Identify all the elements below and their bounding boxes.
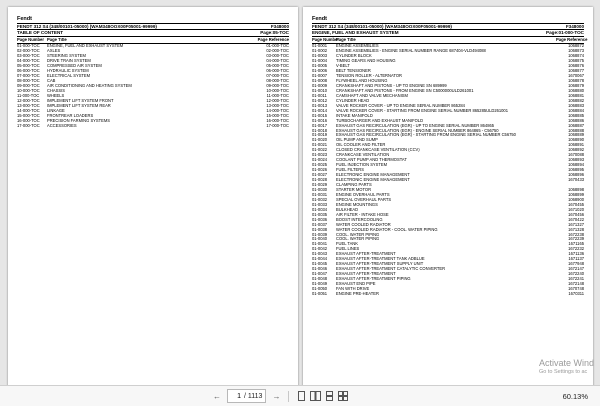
row-page-title: ELECTRICAL SYSTEM [47, 74, 91, 79]
arrow-right-icon: → [272, 391, 281, 401]
row-page-number: 01-0009 [312, 82, 328, 88]
row-page-reference: 1068893 [568, 157, 584, 163]
row-page-number: 01-0013 [312, 102, 328, 108]
row-page-number: 01-0003 [312, 53, 328, 59]
continuous-scroll-icon [325, 391, 334, 401]
row-page-reference: 1068880 [568, 87, 584, 93]
row-page-reference: 1068879 [568, 82, 584, 88]
row-page-title: FUEL INJECTION SYSTEM [336, 163, 388, 168]
row-page-number: 01-0043 [312, 251, 328, 257]
row-page-reference: 1068877 [568, 68, 584, 74]
row-page-title: CRANKSHAFT AND PISTONS - FROM ENGINE SN C5000000ULD261001 [336, 88, 474, 93]
row-page-reference: 14-000-TOC [266, 107, 289, 113]
row-page-number: 01-0017 [312, 122, 328, 128]
row-page-number: 01-0030 [312, 186, 328, 192]
row-page-reference: 12-000-TOC [266, 97, 289, 103]
row-page-title: PRECISION FARMING SYSTEMS [47, 118, 111, 123]
row-page-title: FUEL FILTERS [336, 168, 364, 173]
row-page-title: SPECIAL OVERHAUL PARTS [336, 197, 392, 202]
row-page-title: ENGINE, FUEL AND EXHAUST SYSTEM [47, 44, 124, 49]
row-page-title: IMPLEMENT LIFT SYSTEM FRONT [47, 98, 114, 103]
row-page-number: 01-0008 [312, 77, 328, 83]
viewer-toolbar [0, 385, 600, 406]
row-page-reference: 1670088 [568, 152, 584, 158]
row-page-title: LINKAGE [47, 108, 65, 113]
row-page-title: ENGINE ASSEMBLIES - ENGINE SERIAL NUMBER RANGE 687404-VLD494088 [336, 49, 486, 54]
brand-name: Fendt [17, 16, 32, 22]
row-page-title: COOLANT PUMP AND THERMOSTAT [336, 158, 407, 163]
row-page-title: IMPLEMENT LIFT SYSTEM REAR [47, 103, 111, 108]
section-title: ENGINE, FUEL AND EXHAUST SYSTEM [312, 30, 399, 36]
row-page-number: 07-000-TOC [17, 73, 40, 79]
row-page-title: EXHAUST GAS RECIRCULATION (EGR) - ENGINE SERIAL NUMBER 864865 - C56750 [336, 128, 499, 133]
row-page-number: 01-0040 [312, 236, 328, 242]
row-page-reference: 1068892 [568, 147, 584, 153]
row-page-title: VALVE ROCKER COVER - UP TO ENGINE SERIAL NUMBER 865284 [336, 103, 465, 108]
zoom-level[interactable]: 60.13% [562, 391, 588, 401]
row-page-title: ACCESSORIES [47, 123, 77, 128]
row-page-title: COMPRESSED AIR SYSTEM [47, 64, 102, 69]
row-page-number: 01-0039 [312, 231, 328, 237]
row-page-number: 01-0012 [312, 97, 328, 103]
row-page-reference: 1671165 [568, 241, 584, 247]
row-page-number: 01-0002 [312, 48, 328, 54]
row-page-reference: 1670748 [568, 286, 584, 292]
row-page-number: 01-0050 [312, 286, 328, 292]
row-page-number: 01-000-TOC [17, 43, 40, 49]
row-page-number: 01-0006 [312, 68, 328, 74]
row-page-title: TURBOCHARGER AND EXHAUST MANIFOLD [336, 118, 424, 123]
row-page-reference: 10-000-TOC [266, 87, 289, 93]
row-page-reference: 1068878 [568, 77, 584, 83]
row-page-reference: 1068887 [568, 122, 584, 128]
row-page-title: ELECTRONIC ENGINE MANAGEMENT [336, 173, 410, 178]
toc-table [17, 44, 289, 128]
row-page-number: 01-0049 [312, 281, 328, 287]
row-page-number: 01-0037 [312, 221, 328, 227]
row-page-number: 14-000-TOC [17, 107, 40, 113]
row-page-number: 11-000-TOC [17, 92, 40, 98]
row-page-title: ENGINE ASSEMBLIES [336, 44, 379, 49]
row-page-title: TIMING GEARS AND HOUSING [336, 59, 396, 64]
row-page-number: 01-0016 [312, 117, 328, 123]
row-page-number: 01-0029 [312, 182, 328, 187]
row-page-title: CAB [47, 78, 56, 83]
row-page-reference: 1670456 [568, 211, 584, 217]
row-page-title: WHEELS [47, 93, 65, 98]
row-page-title: ELECTRONIC ENGINE MANAGEMENT [336, 178, 410, 183]
row-page-number: 15-000-TOC [17, 112, 40, 118]
row-page-title: FRONTREAR LOADERS [47, 113, 94, 118]
row-page-reference: 1068872 [568, 43, 584, 49]
row-page-reference: 1672148 [568, 281, 584, 287]
row-page-title: COOL. WATER PIPING [336, 237, 380, 242]
row-page-title: FUEL TANK [336, 242, 358, 247]
row-page-reference: 06-000-TOC [266, 68, 289, 74]
row-page-title: TENSION ROLLER - ALTERNATOR [336, 74, 402, 79]
grid-pages-icon [338, 391, 348, 401]
row-page-number: 01-0023 [312, 152, 328, 158]
row-page-number: 13-000-TOC [17, 102, 40, 108]
section-page-code: Page:05-TOC [260, 30, 289, 36]
row-page-number: 01-0020 [312, 137, 328, 143]
row-page-reference: 03-000-TOC [266, 53, 289, 59]
row-page-reference: 1068873 [568, 48, 584, 54]
row-page-number: 01-0010 [312, 87, 328, 93]
row-page-reference: 1672239 [568, 236, 584, 242]
row-page-number: 04-000-TOC [17, 58, 40, 64]
row-page-title: AIR CONDITIONING AND HEATING SYSTEM [47, 83, 132, 88]
page-header [312, 23, 584, 37]
row-page-number: 01-0014 [312, 107, 328, 113]
row-page-title: AXLES [47, 49, 61, 54]
row-page-reference: 07-000-TOC [266, 73, 289, 79]
model-title: FENDT 312 S4 (348/00101-05000) (WAM348OOX00F05001-99999) [312, 24, 452, 29]
row-page-number: 01-0011 [312, 92, 327, 98]
row-page-number: 01-0028 [312, 177, 328, 183]
col-page-title: Page Title [47, 37, 67, 42]
toolbar-divider [288, 391, 289, 402]
two-page-view-button[interactable] [308, 389, 322, 403]
row-page-number: 01-0025 [312, 162, 328, 168]
row-page-reference: 1068896 [568, 172, 584, 178]
row-page-reference: 17-000-TOC [266, 122, 289, 128]
row-page-title: CAMSHAFT AND VALVE MECHANISM [336, 93, 408, 98]
row-page-title: CYLINDER BLOCK [336, 54, 372, 59]
row-page-reference: 08-000-TOC [266, 77, 289, 83]
row-page-title: DRIVE TRAIN SYSTEM [47, 59, 91, 64]
row-page-reference: 1068885 [568, 112, 584, 118]
row-page-number: 03-000-TOC [17, 53, 40, 59]
row-page-title: CRANKSHAFT AND PISTONS - UP TO ENGINE SN 689999 [336, 83, 447, 88]
row-page-number: 01-0041 [312, 241, 328, 247]
row-page-reference: 1068899 [568, 191, 584, 197]
table-header [312, 36, 588, 44]
row-page-number: 01-0019 [312, 132, 328, 138]
row-page-title: STARTER MOTOR [336, 187, 372, 192]
next-page-button[interactable] [269, 389, 283, 403]
table-row [17, 124, 289, 129]
row-page-reference: 1670067 [568, 73, 584, 79]
row-page-title: INTAKE MANIFOLD [336, 113, 373, 118]
row-page-title: FAN WITH DRIVE [336, 287, 370, 292]
row-page-reference: 1068891 [568, 142, 584, 148]
grid-view-button[interactable] [336, 389, 350, 403]
row-page-reference: 1068883 [568, 102, 584, 108]
row-page-reference: 1672240 [568, 271, 584, 277]
row-page-reference: 15-000-TOC [266, 112, 289, 118]
row-page-title: ENGINE PRE-HEATER [336, 291, 379, 296]
row-page-title: EXHAUST AFTER-TREATMENT [336, 272, 396, 277]
row-page-title: FLYWHEEL AND HOUSING [336, 78, 388, 83]
row-page-title: CLOSED CRANKCASE VENTILATION (CCV) [336, 148, 420, 153]
row-page-reference: 1068888 [568, 127, 584, 133]
row-page-title: CLAMPING PARTS [336, 183, 372, 187]
page-number-input[interactable] [231, 393, 241, 400]
row-page-number: 01-0035 [312, 211, 328, 217]
row-page-number: 01-0007 [312, 73, 328, 79]
row-page-reference: 1672241 [568, 276, 584, 282]
row-page-reference: 05-000-TOC [266, 63, 289, 69]
two-page-icon [310, 391, 321, 401]
row-page-reference: 1671327 [568, 221, 584, 227]
row-page-number: 01-0005 [312, 63, 328, 69]
row-page-number: 10-000-TOC [17, 87, 40, 93]
page-number-field[interactable] [227, 389, 266, 403]
row-page-title: FUEL LINES [336, 247, 360, 252]
row-page-title: ENGINE OVERHAUL PARTS [336, 192, 390, 197]
row-page-title: CYLINDER HEAD [336, 98, 370, 103]
row-page-reference: 1670422 [568, 216, 584, 222]
col-page-number: Page Number [312, 36, 339, 42]
model-code: F348000 [565, 24, 584, 29]
row-page-number: 01-0015 [312, 112, 328, 118]
row-page-reference: 1068884 [568, 107, 584, 113]
row-page-number: 01-0048 [312, 276, 328, 282]
col-page-reference: Page Reference [257, 36, 289, 42]
row-page-number: 01-0034 [312, 206, 328, 212]
row-page-reference: 1068874 [568, 53, 584, 59]
row-page-reference: 1068890 [568, 137, 584, 143]
row-page-reference: 1068898 [568, 186, 584, 192]
row-page-reference: 1068881 [568, 92, 584, 98]
col-page-reference: Page Reference [556, 36, 588, 42]
watermark-title: Activate Wind [538, 358, 594, 368]
row-page-title: EXHAUST END PIPE [336, 282, 376, 287]
row-page-number: 01-0038 [312, 226, 328, 232]
section-title: TABLE OF CONTENT [17, 30, 64, 36]
row-page-reference: 1671136 [568, 251, 584, 257]
previous-page-button[interactable] [210, 389, 224, 403]
row-page-reference: 1670455 [568, 201, 584, 207]
scroll-view-button[interactable] [322, 389, 336, 403]
row-page-title: BELT TENSIONER [336, 69, 371, 74]
page-total: / 1113 [244, 392, 263, 400]
row-page-title: V-BELT [336, 64, 350, 69]
row-page-reference: 1068894 [568, 162, 584, 168]
row-page-number: 01-0026 [312, 167, 328, 173]
row-page-title: EXHAUST GAS RECIRCULATION (EGR) - STARTING FROM ENGINE SERIAL NUMBER C56750 [336, 133, 516, 138]
row-page-number: 01-0004 [312, 58, 328, 64]
model-title: FENDT 312 S4 (348/00101-05000) (WAM348OOX00F05001-99999) [17, 24, 157, 29]
col-page-title: Page Title [336, 37, 356, 42]
row-page-reference: 01-000-TOC [266, 43, 289, 49]
row-page-number: 17-000-TOC [17, 122, 40, 128]
row-page-title: CRANKCASE VENTILATION [336, 153, 390, 158]
arrow-left-icon: ← [213, 391, 221, 401]
row-page-number: 01-0046 [312, 266, 328, 272]
row-page-number: 06-000-TOC [17, 68, 40, 74]
row-page-number: 01-0042 [312, 246, 328, 252]
row-page-title: HYDRAULIC SYSTEM [47, 69, 89, 74]
row-page-number: 01-0044 [312, 256, 328, 262]
row-page-reference: 02-000-TOC [266, 48, 289, 54]
row-page-reference: 13-000-TOC [266, 102, 289, 108]
row-page-title: COOL. WATER PIPING [336, 232, 380, 237]
row-page-number: 16-000-TOC [17, 117, 40, 123]
table-header [17, 38, 289, 44]
row-page-number: 01-0036 [312, 216, 328, 222]
row-page-reference: 1672238 [568, 231, 584, 237]
row-page-reference: 1068895 [568, 167, 584, 173]
row-page-title: VALVE ROCKER COVER - STARTING FROM ENGINE SERIAL NUMBER 865285ULD261001 [336, 108, 508, 113]
row-page-reference: 11-000-TOC [266, 92, 289, 98]
row-page-reference: 1670433 [568, 177, 584, 183]
row-page-reference: 1068886 [568, 117, 584, 123]
row-page-title: WATER COOLED RADIATOR - COOL. WATER PIPING [336, 227, 438, 232]
row-page-reference: 1068876 [568, 63, 584, 69]
row-page-number: 12-000-TOC [17, 97, 40, 103]
activation-watermark [539, 358, 594, 376]
row-page-reference: 1670311 [568, 290, 584, 296]
row-page-reference: 16-000-TOC [266, 117, 289, 123]
row-page-reference: 1677948 [568, 261, 584, 267]
row-page-title: EXHAUST AFTER-TREATMENT SUPPLY UNIT [336, 262, 424, 267]
pdf-page-left [8, 7, 298, 385]
row-page-title: BOOST INTERCOOLING [336, 217, 383, 222]
row-page-number: 01-0027 [312, 172, 328, 178]
row-page-title: WATER COOLED RADIATOR [336, 222, 391, 227]
pdf-page-right [303, 7, 593, 385]
row-page-title: OIL PUMP AND SUMP [336, 138, 378, 143]
row-page-number: 01-0033 [312, 201, 328, 207]
single-page-view-button[interactable] [294, 389, 308, 403]
model-code: F348000 [270, 24, 289, 29]
row-page-reference: 1068875 [568, 58, 584, 64]
row-page-number: 01-0022 [312, 147, 328, 153]
row-page-number: 01-0001 [312, 43, 328, 49]
row-page-title: EXHAUST AFTER-TREATMENT CATALYTIC CONVERTER [336, 267, 446, 272]
row-page-title: OIL COOLER AND FILTER [336, 143, 386, 148]
row-page-reference: 1068882 [568, 97, 584, 103]
row-page-number: 01-0031 [312, 191, 328, 197]
row-page-title: AIR FILTER - INTAKE HOSE [336, 212, 389, 217]
row-page-number: 02-000-TOC [17, 48, 40, 54]
row-page-reference: 1672147 [568, 266, 584, 272]
row-page-number: 09-000-TOC [17, 82, 40, 88]
parts-table [312, 44, 584, 297]
row-page-number: 01-0047 [312, 271, 328, 277]
table-row [312, 292, 584, 297]
row-page-title: CHASSIS [47, 88, 65, 93]
row-page-reference: 1671137 [568, 256, 584, 262]
row-page-number: 01-0051 [312, 290, 328, 296]
row-page-title: EXHAUST GAS RECIRCULATION (EGR) - UP TO ENGINE SERIAL NUMBER 864865 [336, 123, 495, 128]
row-page-reference: 04-000-TOC [266, 58, 289, 64]
row-page-title: STEERING SYSTEM [47, 54, 86, 59]
brand-name: Fendt [312, 16, 327, 22]
single-page-icon [297, 391, 306, 401]
page-header [17, 23, 289, 37]
row-page-reference: 1068900 [568, 196, 584, 202]
watermark-subtitle: Go to Settings to ac [538, 369, 588, 375]
row-page-title: ENGINE MOUNTINGS [336, 202, 378, 207]
row-page-reference: 1672232 [568, 246, 584, 252]
row-page-title: BULKHEAD [336, 207, 359, 212]
row-page-reference: 09-000-TOC [266, 82, 289, 88]
row-page-title: EXHAUST AFTER-TREATMENT TANK ADBLUE [336, 257, 425, 262]
row-page-title: EXHAUST AFTER-TREATMENT PIPING [336, 277, 411, 282]
row-page-title: EXHAUST AFTER-TREATMENT [336, 252, 396, 257]
row-page-reference: 1068889 [568, 132, 584, 138]
row-page-number: 01-0032 [312, 196, 328, 202]
row-page-number: 01-0018 [312, 127, 328, 133]
section-page-code: Page:01-000-TOC [546, 30, 584, 36]
row-page-reference: 1671328 [568, 226, 584, 232]
col-page-number: Page Number [17, 36, 44, 42]
row-page-number: 08-000-TOC [17, 77, 40, 83]
row-page-reference: 1671020 [568, 206, 584, 212]
row-page-number: 01-0045 [312, 261, 328, 267]
row-page-number: 01-0024 [312, 157, 328, 163]
row-page-number: 01-0021 [312, 142, 328, 148]
row-page-number: 05-000-TOC [17, 63, 40, 69]
